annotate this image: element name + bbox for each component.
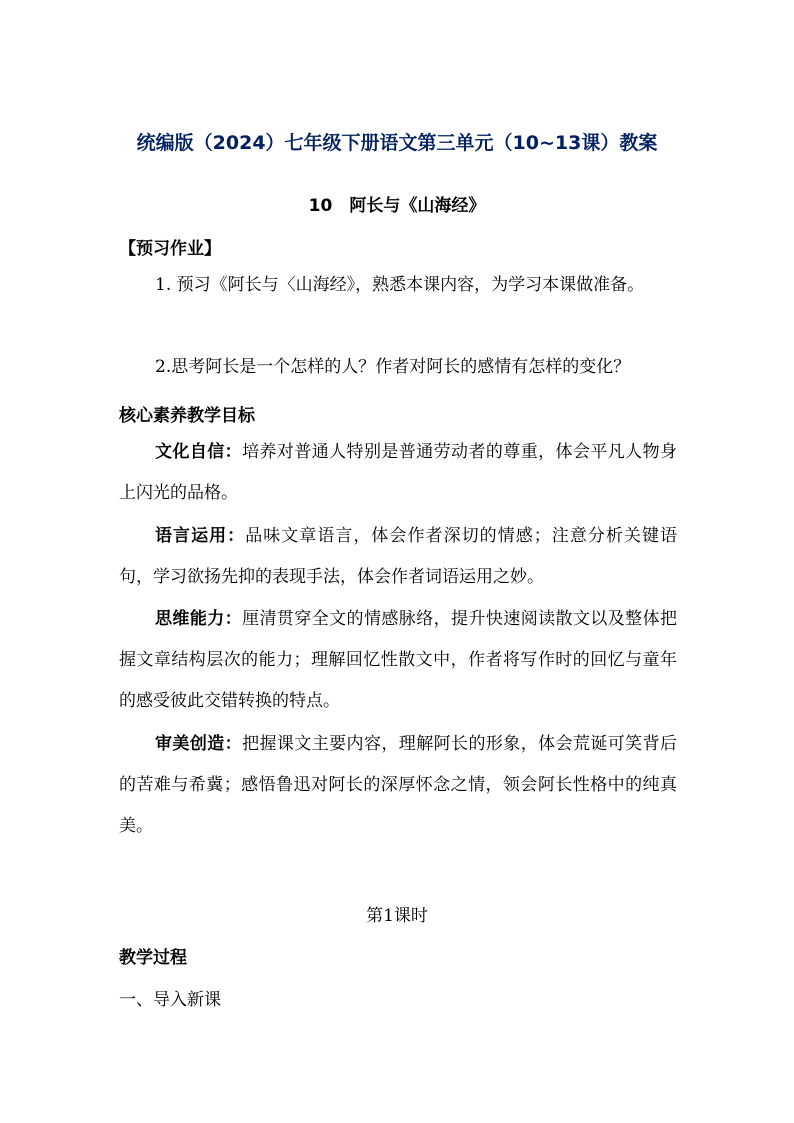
objective-thinking-text: 厘清贯穿全文的情感脉络，提升快速阅读散文以及整体把握文章结构层次的能力；理解回忆性散文中，作者将写作时的回忆与童年的感受彼此交错转换的特点。 <box>119 609 678 711</box>
objective-language-lead: 语言运用： <box>155 526 246 546</box>
session-label: 第1课时 <box>366 906 428 926</box>
process-step-1: 一、导入新课 <box>119 990 221 1010</box>
objective-culture <box>119 432 677 514</box>
objective-culture-text: 培养对普通人特别是普通劳动者的尊重，体会平凡人物身上闪光的品格。 <box>119 442 678 503</box>
objective-thinking-lead: 思维能力： <box>155 609 243 629</box>
process-heading: 教学过程 <box>119 948 187 968</box>
document-title: 统编版（2024）七年级下册语文第三单元（10~13课）教案 <box>136 132 658 154</box>
objective-aesthetic <box>119 724 677 847</box>
preview-item-2: 2.思考阿长是一个怎样的人？作者对阿长的感情有怎样的变化？ <box>155 357 631 377</box>
preview-heading: 【预习作业】 <box>119 239 221 259</box>
objective-thinking <box>119 599 677 722</box>
objective-aesthetic-lead: 审美创造： <box>155 734 243 754</box>
objective-aesthetic-text: 把握课文主要内容，理解阿长的形象，体会荒诞可笑背后的苦难与希冀；感悟鲁迅对阿长的深厚怀念之情，领会阿长性格中的纯真美。 <box>119 734 678 836</box>
objective-language-text: 品味文章语言，体会作者深切的情感；注意分析关键语句，学习欲扬先抑的表现手法，体会作者词语运用之妙。 <box>119 526 678 587</box>
objective-culture-lead: 文化自信： <box>155 442 243 462</box>
lesson-title: 10 阿长与《山海经》 <box>308 196 486 216</box>
preview-item-1: 1. 预习《阿长与〈山海经》，熟悉本课内容，为学习本课做准备。 <box>155 275 645 295</box>
objective-language <box>119 516 677 598</box>
objectives-heading: 核心素养教学目标 <box>119 406 255 426</box>
